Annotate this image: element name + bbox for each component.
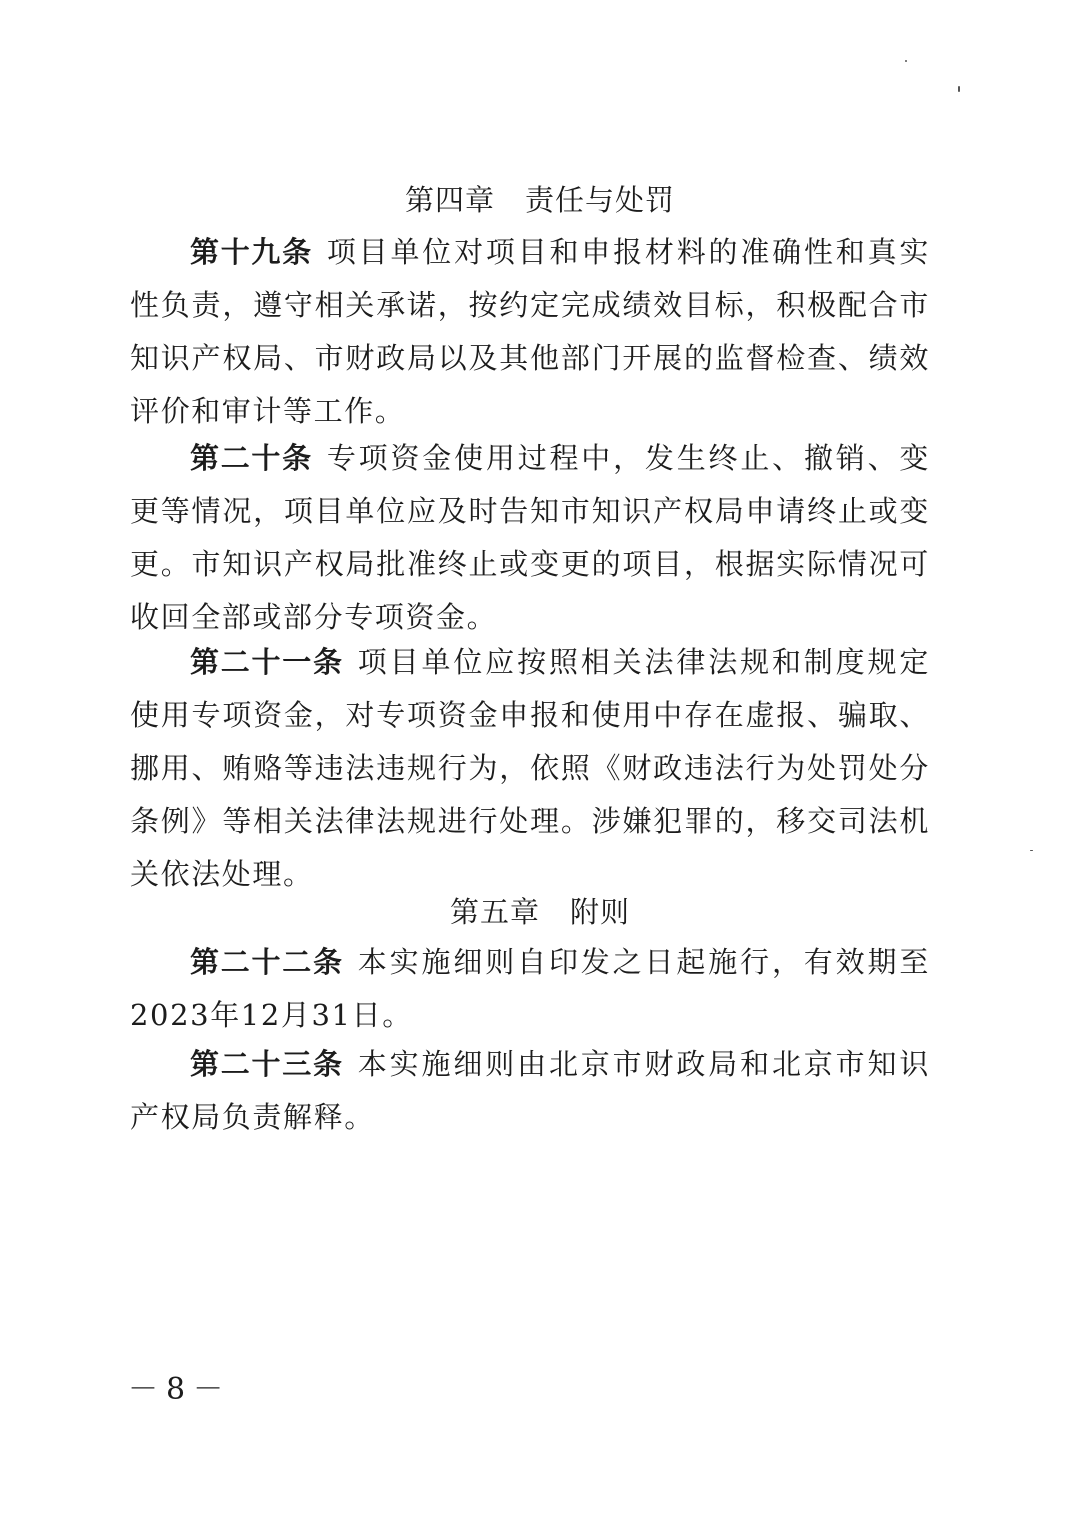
article-label: 第二十三条 (190, 1047, 344, 1081)
article-20 (130, 432, 930, 644)
article-text: 项目单位对项目和申报材料的准确性和真实性负责，遵守相关承诺，按约定完成绩效目标，积极配合市知识产权局、市财政局以及其他部门开展的监督检查、绩效评价和审计等工作。 (130, 235, 930, 428)
chapter-heading-4 (0, 182, 1080, 218)
article-22 (130, 936, 930, 1042)
article-label: 第二十二条 (190, 945, 344, 979)
chapter-title: 附则 (570, 895, 631, 929)
article-21 (130, 636, 930, 901)
chapter-heading-5 (0, 894, 1080, 930)
article-text: 专项资金使用过程中，发生终止、撤销、变更等情况，项目单位应及时告知市知识产权局申请终止或变更。市知识产权局批准终止或变更的项目，根据实际情况可收回全部或部分专项资金。 (130, 441, 930, 634)
chapter-number: 第四章 (404, 183, 495, 217)
page-number: －8－ (128, 1372, 232, 1407)
article-text: 项目单位应按照相关法律法规和制度规定使用专项资金，对专项资金申报和使用中存在虚报、骗取、挪用、贿赂等违法违规行为，依照《财政违法行为处罚处分条例》等相关法律法规进行处理。涉嫌犯罪的，移交司法机关依法处理。 (130, 645, 930, 891)
chapter-title: 责任与处罚 (525, 183, 676, 217)
article-label: 第二十条 (190, 441, 313, 475)
scan-speck (905, 60, 907, 62)
scan-speck (1030, 850, 1033, 851)
article-text: 本实施细则自印发之日起施行，有效期至2023年12月31日。 (130, 945, 930, 1032)
article-text: 本实施细则由北京市财政局和北京市知识产权局负责解释。 (130, 1047, 930, 1134)
chapter-number: 第五章 (449, 895, 540, 929)
article-label: 第二十一条 (190, 645, 344, 679)
article-19 (130, 226, 930, 438)
scan-speck (958, 86, 960, 92)
article-23 (130, 1038, 930, 1144)
article-label: 第十九条 (190, 235, 313, 269)
